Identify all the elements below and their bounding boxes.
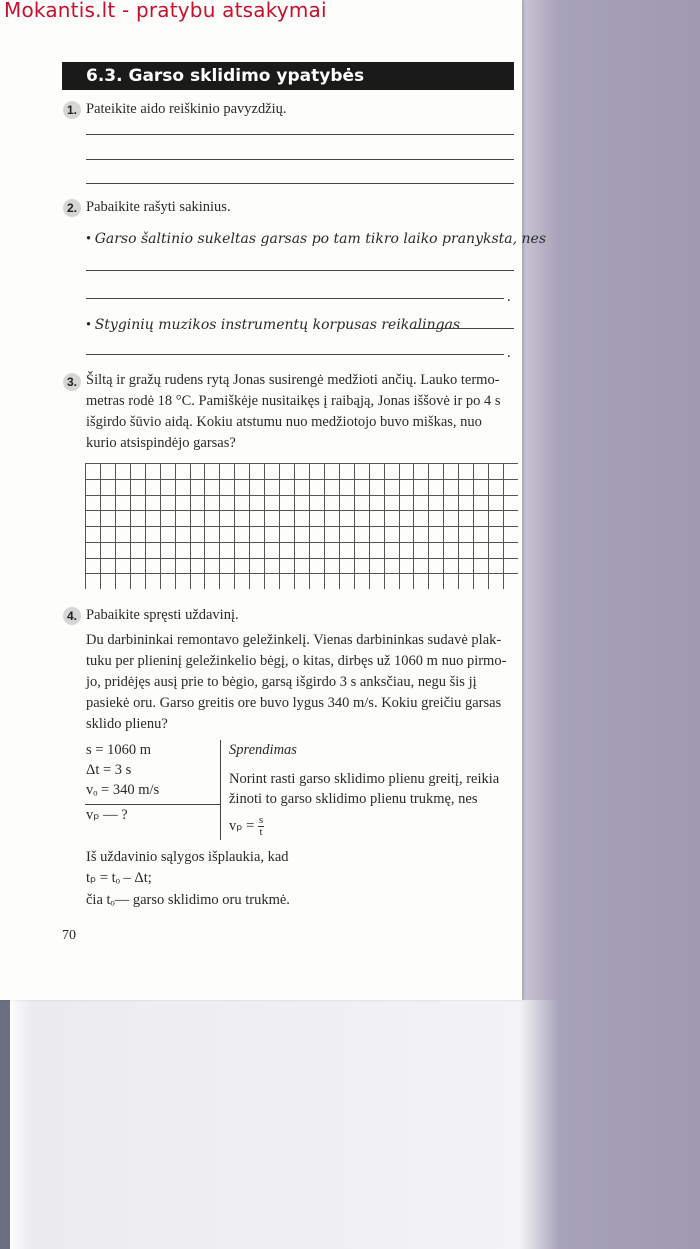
watermark: Mokantis.lt - pratybu atsakymai xyxy=(4,0,327,22)
given-underline xyxy=(85,804,220,805)
task-4-prompt: Pabaikite spręsti uždavinį. xyxy=(86,607,239,623)
solution-text: tₚ = tₒ – Δt; xyxy=(86,870,152,886)
answer-line xyxy=(413,328,514,329)
answer-line xyxy=(86,354,504,355)
answer-line xyxy=(86,183,514,184)
answer-line xyxy=(86,134,514,135)
given-unknown: vₚ — ? xyxy=(86,807,128,823)
bullet-icon: • xyxy=(86,231,95,247)
task-number: 4. xyxy=(63,607,81,625)
solution-text: Iš uždavinio sąlygos išplaukia, kad xyxy=(86,849,289,865)
task-1-prompt: Pateikite aido reiškinio pavyzdžių. xyxy=(86,101,287,117)
solution-title: Sprendimas xyxy=(229,742,297,758)
answer-line xyxy=(86,270,514,271)
task-2-bullet-2: • Styginių muzikos instrumentų korpusas reikalingas xyxy=(86,317,461,333)
given-divider xyxy=(220,740,221,840)
formula-lhs: vₚ = xyxy=(229,817,255,834)
given-value: s = 1060 m xyxy=(86,742,151,758)
task-number: 2. xyxy=(63,199,81,217)
task-2-bullet-1: • Garso šaltinio sukeltas garsas po tam tikro laiko pranyksta, nes xyxy=(86,231,547,247)
period: . xyxy=(507,289,511,305)
page-number: 70 xyxy=(62,928,76,943)
task-4-line: Du darbininkai remontavo geležinkelį. Vienas darbininkas sudavė plak- xyxy=(86,632,502,648)
answer-line xyxy=(86,298,504,299)
task-3-line: kurio atsispindėjo garsas? xyxy=(86,435,236,451)
task-4-line: jo, pridėjęs ausį prie to bėgio, garsą išgirdo 3 s anksčiau, negu šis jį xyxy=(86,674,477,690)
given-value: vₒ = 340 m/s xyxy=(86,782,160,798)
task-2-prompt: Pabaikite rašyti sakinius. xyxy=(86,199,231,215)
scan-background-bottom xyxy=(0,1000,700,1249)
section-title: 6.3. Garso sklidimo ypatybės xyxy=(62,62,514,90)
solution-text: Norint rasti garso sklidimo plienu greitį, reikia xyxy=(229,771,500,787)
task-number: 1. xyxy=(63,101,81,119)
grid-lines xyxy=(85,463,518,589)
answer-grid xyxy=(85,463,518,589)
bullet-icon: • xyxy=(86,317,95,333)
solution-text: žinoti to garso sklidimo plienu trukmę, nes xyxy=(229,791,478,807)
task-3-line: metras rodė 18 °C. Pamiškėje nusitaikęs į raibąją, Jonas iššovė ir po 4 s xyxy=(86,393,501,409)
task-3-line: Šiltą ir gražų rudens rytą Jonas susirengė medžioti ančių. Lauko termo- xyxy=(86,372,500,388)
formula-denominator: t xyxy=(259,826,263,838)
task-4-line: sklido plienu? xyxy=(86,716,168,732)
task-number: 3. xyxy=(63,373,81,391)
formula-fraction xyxy=(258,815,264,838)
formula-numerator: s xyxy=(258,814,264,826)
period: . xyxy=(507,345,511,361)
task-3-line: išgirdo šūvio aidą. Kokiu atstumu nuo medžiotojo buvo miškas, nuo xyxy=(86,414,482,430)
solution-text: čia tₒ— garso sklidimo oru trukmė. xyxy=(86,892,290,908)
given-value: Δt = 3 s xyxy=(86,762,132,778)
formula xyxy=(229,815,264,838)
answer-line xyxy=(86,159,514,160)
task-4-line: tuku per plieninį geležinkelio bėgį, o kitas, dirbęs už 1060 m nuo pirmo- xyxy=(86,653,507,669)
task-4-line: pasiekė oru. Garso greitis ore buvo lygus 340 m/s. Kokiu greičiu garsas xyxy=(86,695,502,711)
book-spine xyxy=(0,1000,10,1249)
